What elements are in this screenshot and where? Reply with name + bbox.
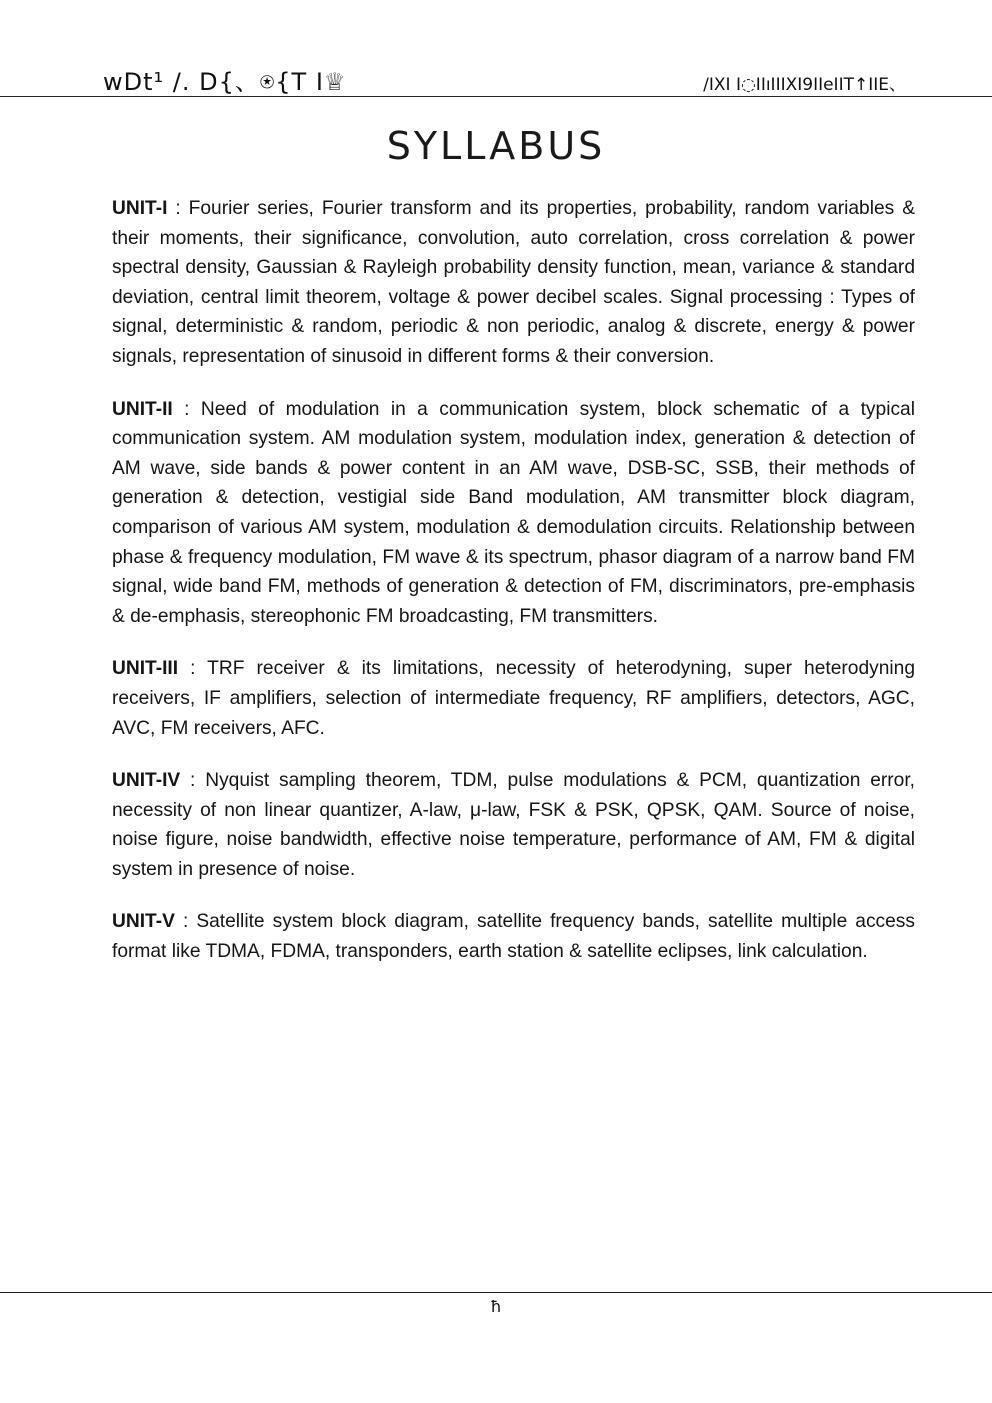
unit-3-text: : TRF receiver & its limitations, necessity of heterodyning, super heterodyning receivers, IF amplifiers, selection of intermediate frequency, RF amplifiers, detectors, AGC, AVC, FM receivers, AFC. [112, 658, 915, 739]
unit-4-label: UNIT-IV [112, 770, 181, 792]
unit-4-paragraph [112, 766, 915, 884]
unit-2-paragraph [112, 395, 915, 632]
unit-3-paragraph [112, 654, 915, 743]
page-number: ħ [490, 1297, 502, 1316]
unit-1-label: UNIT-I [112, 198, 168, 219]
header-left-text: wDt¹ /. D{、⍟{T I♕ [103, 68, 347, 96]
unit-4-text: : Nyquist sampling theorem, TDM, pulse modulations & PCM, quantization error, necessity of non linear quantizer, A-law, μ-law, FSK & PSK, QPSK, QAM. Source of noise, noise figure, noise bandwidth, effective noise temperature, performance of AM, FM & digital system in presence of noise. [112, 770, 915, 880]
unit-5-label: UNIT-V [112, 911, 175, 933]
header-divider [0, 96, 992, 97]
unit-2-label: UNIT-II [112, 398, 173, 420]
page-title: SYLLABUS [386, 124, 606, 168]
syllabus-units [112, 194, 915, 990]
unit-1-text: : Fourier series, Fourier transform and its properties, probability, random variables & their moments, their significance, convolution, auto correlation, cross correlation & power spectral density, Gaussian & Rayleigh probability density function, mean, variance & standard deviation, central limit theorem, voltage & power decibel scales. Signal processing : Types of signal, deterministic & random, periodic & non periodic, analog & discrete, energy & power signals, representation of sinusoid in different forms & their conversion. [112, 198, 915, 367]
unit-5-paragraph [112, 907, 915, 966]
header-right-text: /IXI I◌IIıIIIXI9IIeIIT↑IIE、 [703, 75, 906, 95]
unit-3-label: UNIT-III [112, 658, 179, 680]
unit-2-text: : Need of modulation in a communication system, block schematic of a typical communication system. AM modulation system, modulation index, generation & detection of AM wave, side bands & power content in an AM wave, DSB-SC, SSB, their methods of generation & detection, vestigial side Band modulation, AM transmitter block diagram, comparison of various AM system, modulation & demodulation circuits. Relationship between phase & frequency modulation, FM wave & its spectrum, phasor diagram of a narrow band FM signal, wide band FM, methods of generation & detection of FM, discriminators, pre-emphasis & de-emphasis, stereophonic FM broadcasting, FM transmitters. [112, 398, 915, 627]
unit-1-paragraph [112, 194, 915, 372]
footer-divider [0, 1292, 992, 1293]
unit-5-text: : Satellite system block diagram, satellite frequency bands, satellite multiple access format like TDMA, FDMA, transponders, earth station & satellite eclipses, link calculation. [112, 911, 915, 963]
